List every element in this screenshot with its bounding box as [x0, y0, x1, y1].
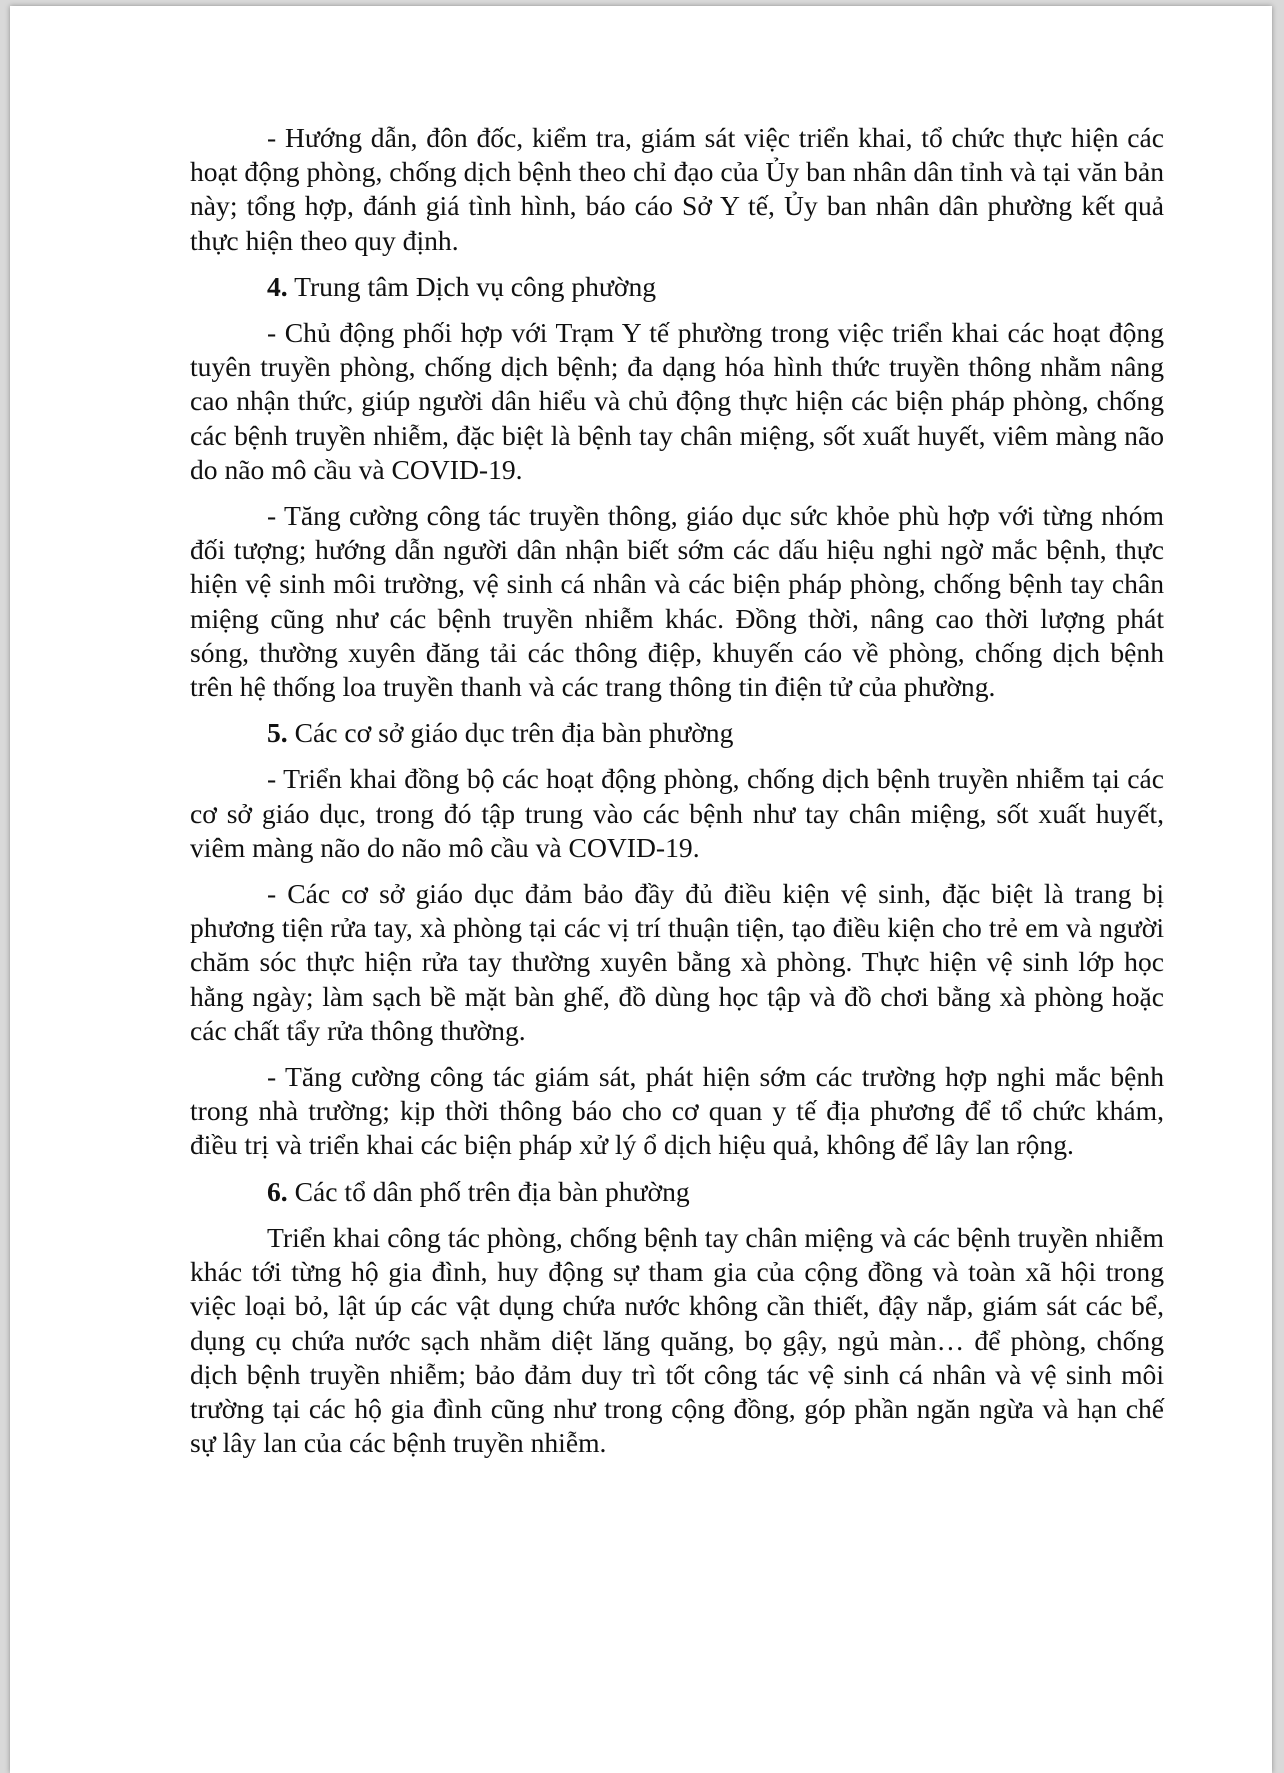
section-4-paragraph-2: - Tăng cường công tác truyền thông, giáo dục sức khỏe phù hợp với từng nhóm đối tượng; hướng dẫn người dân nhận biết sớm các dấu hiệu nghi ngờ mắc bệnh, thực hiện vệ sinh môi trường, vệ sinh cá nhân và các biện pháp phòng, chống bệnh tay chân miệng cũng như các bệnh truyền nhiễm khác. Đồng thời, nâng cao thời lượng phát sóng, thường xuyên đăng tải các thông điệp, khuyến cáo về phòng, chống dịch bệnh trên hệ thống loa truyền thanh và các trang thông tin điện tử của phường.: [190, 500, 1164, 703]
document-page: [10, 6, 1272, 1773]
document-body: [190, 121, 1164, 1472]
section-5-number: 5.: [267, 717, 288, 749]
section-5-heading: [190, 716, 1164, 750]
section-6-number: 6.: [267, 1175, 288, 1207]
section-5-paragraph-2: - Các cơ sở giáo dục đảm bảo đầy đủ điều kiện vệ sinh, đặc biệt là trang bị phương tiện rửa tay, xà phòng tại các vị trí thuận tiện, tạo điều kiện cho trẻ em và người chăm sóc thực hiện rửa tay thường xuyên bằng xà phòng. Thực hiện vệ sinh lớp học hằng ngày; làm sạch bề mặt bàn ghế, đồ dùng học tập và đồ chơi bằng xà phòng hoặc các chất tẩy rửa thông thường.: [190, 878, 1164, 1046]
section-4-number: 4.: [267, 270, 288, 302]
section-6-heading: [190, 1175, 1164, 1209]
section-6-title: Các tổ dân phố trên địa bàn phường: [294, 1175, 690, 1207]
section-5-paragraph-3: - Tăng cường công tác giám sát, phát hiện sớm các trường hợp nghi mắc bệnh trong nhà trường; kịp thời thông báo cho cơ quan y tế địa phương để tổ chức khám, điều trị và triển khai các biện pháp xử lý ổ dịch hiệu quả, không để lây lan rộng.: [190, 1061, 1164, 1161]
section-4-paragraph-1: - Chủ động phối hợp với Trạm Y tế phường trong việc triển khai các hoạt động tuyên truyền phòng, chống dịch bệnh; đa dạng hóa hình thức truyền thông nhằm nâng cao nhận thức, giúp người dân hiểu và chủ động thực hiện các biện pháp phòng, chống các bệnh truyền nhiễm, đặc biệt là bệnh tay chân miệng, sốt xuất huyết, viêm màng não do não mô cầu và COVID-19.: [190, 317, 1164, 485]
section-4-title: Trung tâm Dịch vụ công phường: [294, 270, 657, 302]
section-6-paragraph: Triển khai công tác phòng, chống bệnh tay chân miệng và các bệnh truyền nhiễm khác tới từng hộ gia đình, huy động sự tham gia của cộng đồng và toàn xã hội trong việc loại bỏ, lật úp các vật dụng chứa nước không cần thiết, đậy nắp, giám sát các bể, dụng cụ chứa nước sạch nhằm diệt lăng quăng, bọ gậy, ngủ màn… để phòng, chống dịch bệnh truyền nhiễm; bảo đảm duy trì tốt công tác vệ sinh cá nhân và vệ sinh môi trường tại các hộ gia đình cũng như trong cộng đồng, góp phần ngăn ngừa và hạn chế sự lây lan của các bệnh truyền nhiễm.: [190, 1221, 1164, 1459]
section-5-paragraph-1: - Triển khai đồng bộ các hoạt động phòng, chống dịch bệnh truyền nhiễm tại các cơ sở giáo dục, trong đó tập trung vào các bệnh như tay chân miệng, sốt xuất huyết, viêm màng não do não mô cầu và COVID-19.: [190, 763, 1164, 863]
section-4-heading: [190, 270, 1164, 304]
section-5-title: Các cơ sở giáo dục trên địa bàn phường: [294, 717, 734, 749]
section-3-guidance-paragraph: - Hướng dẫn, đôn đốc, kiểm tra, giám sát việc triển khai, tổ chức thực hiện các hoạt động phòng, chống dịch bệnh theo chỉ đạo của Ủy ban nhân dân tỉnh và tại văn bản này; tổng hợp, đánh giá tình hình, báo cáo Sở Y tế, Ủy ban nhân dân phường kết quả thực hiện theo quy định.: [190, 122, 1164, 256]
